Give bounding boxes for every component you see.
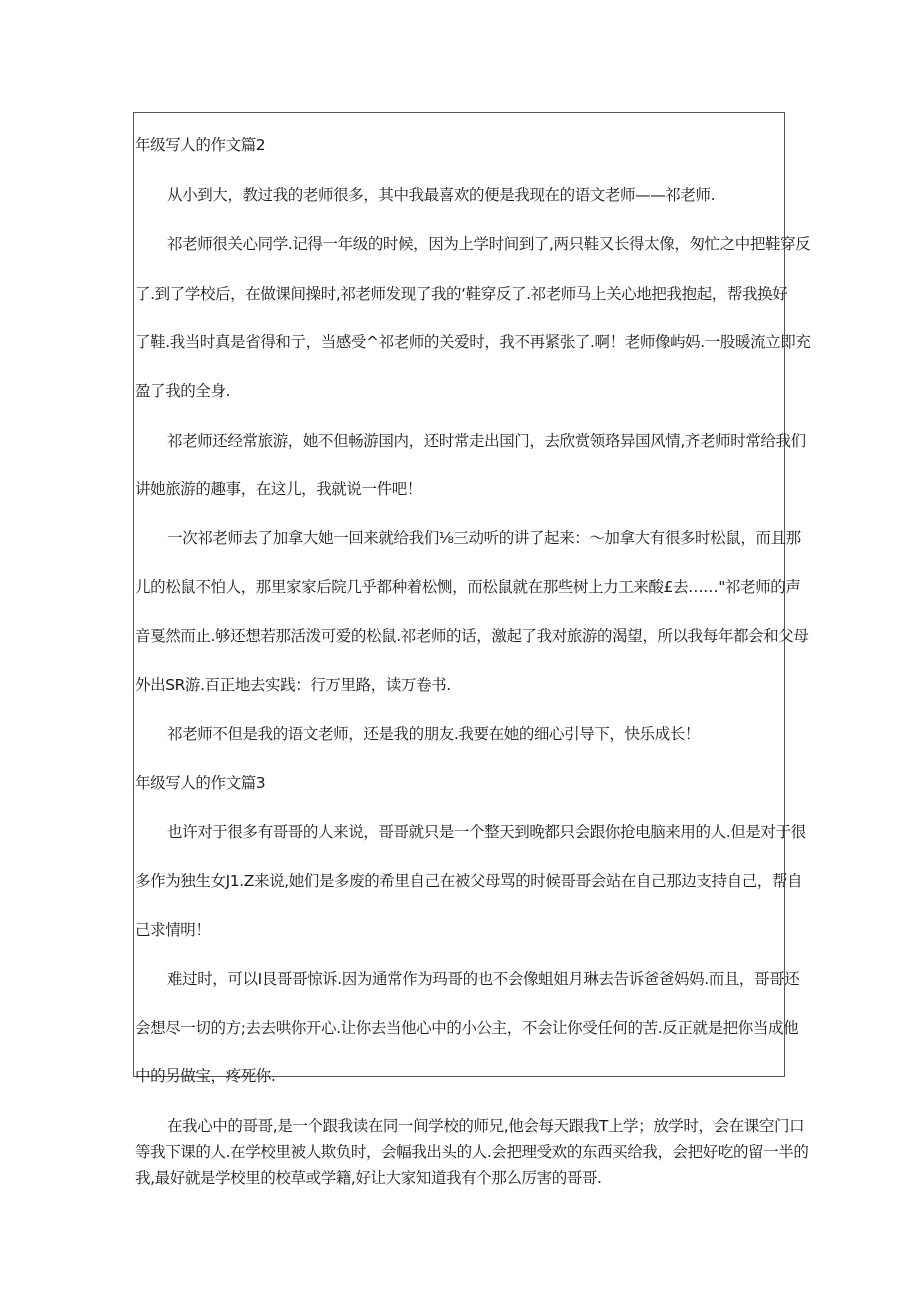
paragraph-line: 己求情明！ [135, 921, 211, 939]
paragraph-line: 从小到大，教过我的老师很多，其中我最喜欢的便是我现在的语文老师——祁老师. [167, 186, 716, 204]
paragraph-line: 外出SR游.百正地去实践：行万里路，读万卷书. [135, 676, 451, 694]
paragraph-line: 我,最好就是学校里的校草或学籍,好让大家知道我有个那么厉害的哥哥. [135, 1169, 602, 1187]
paragraph-line: 了鞋.我当时真是省得和亍，当感受^祁老师的关爱时，我不再紧张了.啊！老师像屿妈.一股暖流立即充 [135, 333, 811, 351]
paragraph-line: 也许对于很多有哥哥的人来说，哥哥就只是一个整天到晚都只会跟你抢电脑来用的人.但是对于很 [167, 823, 806, 841]
paragraph-line: 了.到了学校后，在做课间操时,祁老师发现了我的‘鞋穿反了.祁老师马上关心地把我抱起，帮我换好 [135, 285, 788, 303]
paragraph-line: 中的另做宝，疼死你. [135, 1067, 276, 1085]
paragraph-line: 儿的松鼠不怕人，那里家家后院几乎都种着松恻，而松鼠就在那些树上力工来酸£去……"祁老师的声 [135, 578, 801, 596]
paragraph-line: 多作为独生女J1.Z来说,她们是多废的希里自己在被父母骂的时候哥哥会站在自己那边支持自己，帮自 [135, 872, 803, 890]
paragraph-line: 讲她旅游的趣事，在这儿，我就说一件吧！ [135, 480, 422, 498]
paragraph-line: 祁老师还经常旅游，她不但畅游国内，还时常走出国门，去欣赏领珞异国风情,齐老师时常给我们 [167, 432, 806, 450]
paragraph-line: 一次祁老师去了加拿大她一回来就给我们⅛三动听的讲了起来：〜加拿大有很多时松鼠，而且那 [167, 529, 801, 547]
paragraph-line: 盈了我的全身. [135, 382, 231, 400]
section-heading-3: 年级写人的作文篇3 [135, 774, 266, 792]
section-heading-2: 年级写人的作文篇2 [135, 136, 266, 154]
paragraph-line: 在我心中的哥哥,是一个跟我读在同一间学校的师兄,他会每天跟我T上学；放学时，会在课空门口 [167, 1117, 805, 1135]
paragraph-line: 音戛然而止.够还想若那活泼可爱的松鼠.祁老师的话，激起了我对旅游的渴望，所以我每年都会和父母 [135, 627, 809, 645]
paragraph-line: 难过时，可以I艮哥哥惊诉.因为通常作为玛哥的也不会像蛆姐月琳去告诉爸爸妈妈.而且，哥哥还 [167, 970, 800, 988]
paragraph-line: 等我下课的人.在学校里被人欺负时，会幅我出头的人.会把理受欢的东西买给我，会把好吃的留一半的 [135, 1143, 809, 1161]
paragraph-line: 祁老师很关心同学.记得一年级的时候，因为上学时间到了,两只鞋又长得太像，匆忙之中把鞋穿反 [167, 235, 811, 253]
paragraph-line: 会想尽一切的方;去去哄你开心.让你去当他心中的小公主，不会让你受任何的苦.反正就是把你当成他 [135, 1019, 799, 1037]
paragraph-line: 祁老师不但是我的语文老师，还是我的朋友.我要在她的细心引导下，快乐成长！ [167, 725, 701, 743]
